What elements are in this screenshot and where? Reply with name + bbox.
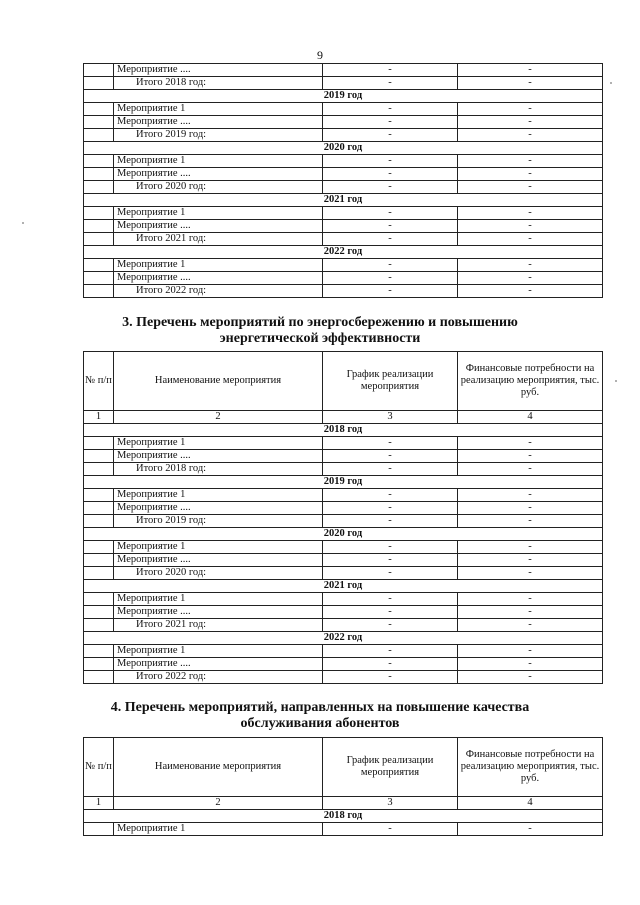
row-number-cell: [84, 606, 114, 619]
schedule-value: -: [323, 259, 458, 272]
finance-value: -: [458, 437, 603, 450]
schedule-value: -: [323, 823, 458, 836]
header-name: Наименование мероприятия: [114, 738, 323, 797]
table-row: [84, 658, 603, 671]
event-name: Мероприятие ....: [114, 554, 323, 567]
event-name: Мероприятие ....: [114, 116, 323, 129]
schedule-value: -: [323, 181, 458, 194]
finance-value: -: [458, 233, 603, 246]
event-name: Мероприятие ....: [114, 220, 323, 233]
row-number-cell: [84, 129, 114, 142]
event-name: Мероприятие 1: [114, 645, 323, 658]
table-row: [84, 606, 603, 619]
scan-speck: [22, 222, 24, 224]
total-row: [84, 515, 603, 528]
section-4-title-line-2: обслуживания абонентов: [240, 716, 400, 731]
column-index: 4: [458, 797, 603, 810]
schedule-value: -: [323, 489, 458, 502]
schedule-value: -: [323, 116, 458, 129]
year-label: 2018 год: [84, 424, 603, 437]
column-index-row: [84, 411, 603, 424]
section-3-title-line-2: энергетической эффективности: [219, 331, 421, 346]
row-number-cell: [84, 450, 114, 463]
row-number-cell: [84, 823, 114, 836]
section-4-title-line-1: 4. Перечень мероприятий, направленных на повышение качества: [110, 700, 530, 715]
total-label: Итого 2022 год:: [114, 671, 323, 684]
column-index: 1: [84, 797, 114, 810]
total-row: [84, 181, 603, 194]
year-label: 2018 год: [84, 810, 603, 823]
year-label: 2020 год: [84, 142, 603, 155]
finance-value: -: [458, 103, 603, 116]
finance-value: -: [458, 450, 603, 463]
table-row: [84, 220, 603, 233]
total-row: [84, 233, 603, 246]
header-schedule: График реализации мероприятия: [323, 352, 458, 411]
row-number-cell: [84, 502, 114, 515]
event-name: Мероприятие 1: [114, 593, 323, 606]
year-row: [84, 528, 603, 541]
finance-value: -: [458, 554, 603, 567]
row-number-cell: [84, 671, 114, 684]
row-number-cell: [84, 645, 114, 658]
finance-value: -: [458, 593, 603, 606]
header-row: [84, 738, 603, 797]
schedule-value: -: [323, 619, 458, 632]
table-row: [84, 437, 603, 450]
finance-value: -: [458, 77, 603, 90]
schedule-value: -: [323, 103, 458, 116]
year-label: 2019 год: [84, 90, 603, 103]
year-row: [84, 246, 603, 259]
schedule-value: -: [323, 554, 458, 567]
table-row: [84, 168, 603, 181]
row-number-cell: [84, 259, 114, 272]
event-name: Мероприятие ....: [114, 64, 323, 77]
year-label: 2021 год: [84, 194, 603, 207]
table-row: [84, 593, 603, 606]
schedule-value: -: [323, 233, 458, 246]
event-name: Мероприятие 1: [114, 489, 323, 502]
finance-value: -: [458, 658, 603, 671]
finance-value: -: [458, 619, 603, 632]
total-row: [84, 567, 603, 580]
section-3-title-line-1: 3. Перечень мероприятий по энергосбережению и повышению: [122, 315, 518, 330]
finance-value: -: [458, 155, 603, 168]
year-row: [84, 632, 603, 645]
total-label: Итого 2018 год:: [114, 77, 323, 90]
table-row: [84, 502, 603, 515]
schedule-value: -: [323, 450, 458, 463]
finance-value: -: [458, 515, 603, 528]
event-name: Мероприятие ....: [114, 606, 323, 619]
schedule-value: -: [323, 220, 458, 233]
event-name: Мероприятие ....: [114, 502, 323, 515]
table-row: [84, 541, 603, 554]
column-index: 1: [84, 411, 114, 424]
schedule-value: -: [323, 437, 458, 450]
scan-speck: [615, 380, 617, 382]
finance-value: -: [458, 502, 603, 515]
event-name: Мероприятие 1: [114, 541, 323, 554]
year-row: [84, 476, 603, 489]
finance-value: -: [458, 645, 603, 658]
total-label: Итого 2022 год:: [114, 285, 323, 298]
header-name: Наименование мероприятия: [114, 352, 323, 411]
finance-value: -: [458, 567, 603, 580]
row-number-cell: [84, 541, 114, 554]
row-number-cell: [84, 207, 114, 220]
table-row: [84, 116, 603, 129]
table-row: [84, 554, 603, 567]
row-number-cell: [84, 437, 114, 450]
scan-speck: [610, 82, 612, 84]
schedule-value: -: [323, 515, 458, 528]
header-finance: Финансовые потребности на реализацию мероприятия, тыс. руб.: [458, 352, 603, 411]
row-number-cell: [84, 567, 114, 580]
header-number: № п/п: [84, 738, 114, 797]
total-row: [84, 129, 603, 142]
total-row: [84, 463, 603, 476]
event-name: Мероприятие 1: [114, 823, 323, 836]
total-row: [84, 671, 603, 684]
table-header: [84, 352, 603, 424]
schedule-value: -: [323, 593, 458, 606]
table-row: [84, 450, 603, 463]
table-row: [84, 489, 603, 502]
schedule-value: -: [323, 64, 458, 77]
energy-saving-events-table: [83, 351, 603, 684]
event-name: Мероприятие ....: [114, 168, 323, 181]
row-number-cell: [84, 554, 114, 567]
total-label: Итого 2018 год:: [114, 463, 323, 476]
total-label: Итого 2020 год:: [114, 567, 323, 580]
table-row: [84, 272, 603, 285]
column-index: 3: [323, 797, 458, 810]
column-index: 2: [114, 411, 323, 424]
event-name: Мероприятие ....: [114, 272, 323, 285]
schedule-value: -: [323, 567, 458, 580]
column-index: 3: [323, 411, 458, 424]
finance-value: -: [458, 220, 603, 233]
events-table-continued: [83, 63, 603, 298]
event-name: Мероприятие 1: [114, 259, 323, 272]
finance-value: -: [458, 671, 603, 684]
schedule-value: -: [323, 502, 458, 515]
schedule-value: -: [323, 168, 458, 181]
year-row: [84, 810, 603, 823]
schedule-value: -: [323, 207, 458, 220]
column-index-row: [84, 797, 603, 810]
column-index: 2: [114, 797, 323, 810]
total-label: Итого 2019 год:: [114, 515, 323, 528]
row-number-cell: [84, 116, 114, 129]
finance-value: -: [458, 606, 603, 619]
year-label: 2021 год: [84, 580, 603, 593]
row-number-cell: [84, 658, 114, 671]
year-row: [84, 90, 603, 103]
row-number-cell: [84, 155, 114, 168]
schedule-value: -: [323, 272, 458, 285]
finance-value: -: [458, 285, 603, 298]
schedule-value: -: [323, 285, 458, 298]
year-label: 2022 год: [84, 632, 603, 645]
total-label: Итого 2020 год:: [114, 181, 323, 194]
total-row: [84, 77, 603, 90]
total-label: Итого 2021 год:: [114, 619, 323, 632]
column-index: 4: [458, 411, 603, 424]
event-name: Мероприятие 1: [114, 207, 323, 220]
schedule-value: -: [323, 658, 458, 671]
schedule-value: -: [323, 541, 458, 554]
header-schedule: График реализации мероприятия: [323, 738, 458, 797]
events-table-body: [84, 424, 603, 684]
row-number-cell: [84, 515, 114, 528]
schedule-value: -: [323, 155, 458, 168]
year-row: [84, 194, 603, 207]
event-name: Мероприятие 1: [114, 437, 323, 450]
table-row: [84, 823, 603, 836]
event-name: Мероприятие 1: [114, 155, 323, 168]
table-row: [84, 645, 603, 658]
event-name: Мероприятие ....: [114, 450, 323, 463]
total-label: Итого 2019 год:: [114, 129, 323, 142]
row-number-cell: [84, 64, 114, 77]
finance-value: -: [458, 463, 603, 476]
finance-value: -: [458, 272, 603, 285]
year-row: [84, 580, 603, 593]
schedule-value: -: [323, 77, 458, 90]
row-number-cell: [84, 233, 114, 246]
row-number-cell: [84, 489, 114, 502]
finance-value: -: [458, 207, 603, 220]
schedule-value: -: [323, 129, 458, 142]
finance-value: -: [458, 64, 603, 77]
row-number-cell: [84, 168, 114, 181]
finance-value: -: [458, 541, 603, 554]
row-number-cell: [84, 619, 114, 632]
row-number-cell: [84, 103, 114, 116]
header-row: [84, 352, 603, 411]
year-label: 2019 год: [84, 476, 603, 489]
year-label: 2022 год: [84, 246, 603, 259]
schedule-value: -: [323, 606, 458, 619]
total-row: [84, 285, 603, 298]
event-name: Мероприятие 1: [114, 103, 323, 116]
service-quality-events-table: [83, 737, 603, 836]
finance-value: -: [458, 116, 603, 129]
row-number-cell: [84, 285, 114, 298]
table-row: [84, 64, 603, 77]
year-row: [84, 142, 603, 155]
events-table-body: [84, 810, 603, 836]
row-number-cell: [84, 463, 114, 476]
finance-value: -: [458, 168, 603, 181]
table-row: [84, 155, 603, 168]
finance-value: -: [458, 181, 603, 194]
table-row: [84, 259, 603, 272]
schedule-value: -: [323, 671, 458, 684]
total-row: [84, 619, 603, 632]
finance-value: -: [458, 259, 603, 272]
events-table-body: [84, 64, 603, 298]
finance-value: -: [458, 823, 603, 836]
schedule-value: -: [323, 463, 458, 476]
row-number-cell: [84, 220, 114, 233]
table-row: [84, 103, 603, 116]
row-number-cell: [84, 181, 114, 194]
year-row: [84, 424, 603, 437]
row-number-cell: [84, 272, 114, 285]
total-label: Итого 2021 год:: [114, 233, 323, 246]
table-header: [84, 738, 603, 810]
row-number-cell: [84, 77, 114, 90]
table-row: [84, 207, 603, 220]
page-number: 9: [317, 48, 323, 62]
finance-value: -: [458, 129, 603, 142]
row-number-cell: [84, 593, 114, 606]
header-number: № п/п: [84, 352, 114, 411]
header-finance: Финансовые потребности на реализацию мероприятия, тыс. руб.: [458, 738, 603, 797]
event-name: Мероприятие ....: [114, 658, 323, 671]
schedule-value: -: [323, 645, 458, 658]
year-label: 2020 год: [84, 528, 603, 541]
finance-value: -: [458, 489, 603, 502]
